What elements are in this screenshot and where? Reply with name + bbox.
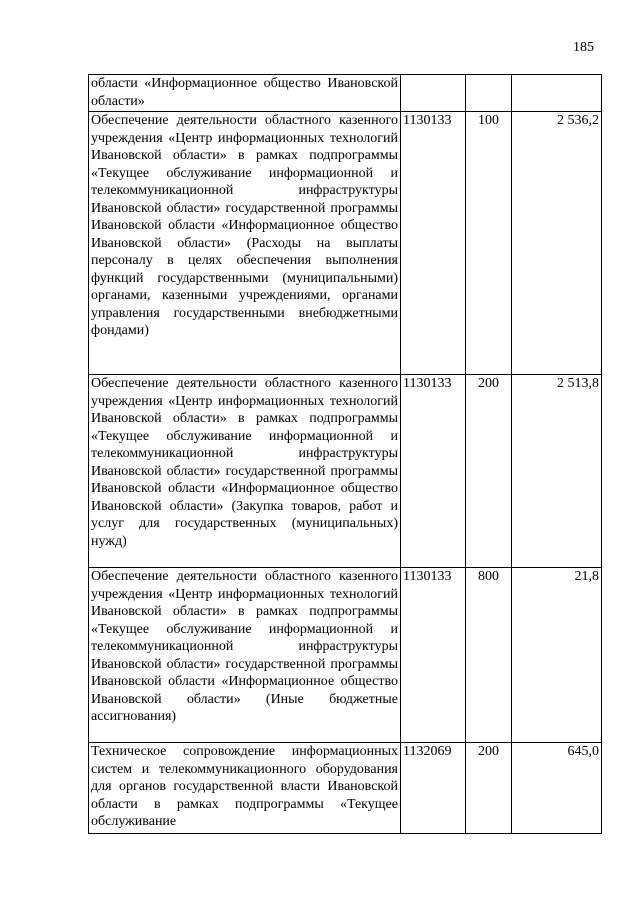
row-description [89, 75, 401, 112]
row-description [89, 112, 401, 375]
table-row [89, 112, 602, 375]
row-description [89, 375, 401, 568]
table-row [89, 375, 602, 568]
table-row [89, 75, 602, 112]
row-amount: 2 536,2 [512, 112, 602, 375]
table-row [89, 743, 602, 834]
row-description-text: Обеспечение деятельности областного казенного учреждения «Центр информационных технологий Ивановской области» в рамках подпрограммы «Текущее обслуживание информационной и телекоммуникационной инфраструктуры Ивановской области» государственной программы Ивановской области «Информационное общество Ивановской области» (Расходы на выплаты персоналу в целях обеспечения выполнения функций государственными (муниципальными) органами, казенными учреждениями, органами управления государственными внебюджетными фондами) [91, 113, 398, 338]
row-description-text: области «Информационное общество Ивановской области» [91, 76, 398, 109]
row-amount [512, 75, 602, 112]
row-description-text: Техническое сопровождение информационных систем и телекоммуникационного оборудования для органов государственной власти Ивановской области в рамках подпрограммы «Текущее обслуживание [91, 744, 398, 829]
row-expense-type: 200 [466, 743, 512, 834]
row-expense-type [466, 75, 512, 112]
table-row [89, 568, 602, 743]
budget-table [88, 74, 602, 834]
row-description [89, 743, 401, 834]
row-target-code: 1130133 [401, 568, 466, 743]
row-expense-type: 200 [466, 375, 512, 568]
row-expense-type: 100 [466, 112, 512, 375]
row-target-code: 1132069 [401, 743, 466, 834]
row-description-text: Обеспечение деятельности областного казенного учреждения «Центр информационных технологий Ивановской области» в рамках подпрограммы «Текущее обслуживание информационной и телекоммуникационной инфраструктуры Ивановской области» государственной программы Ивановской области «Информационное общество Ивановской области» (Иные бюджетные ассигнования) [91, 569, 398, 724]
row-target-code [401, 75, 466, 112]
row-description-text: Обеспечение деятельности областного казенного учреждения «Центр информационных технологий Ивановской области» в рамках подпрограммы «Текущее обслуживание информационной и телекоммуникационной инфраструктуры Ивановской области» государственной программы Ивановской области «Информационное общество Ивановской области» (Закупка товаров, работ и услуг для государственных (муниципальных) нужд) [91, 376, 398, 549]
row-amount: 2 513,8 [512, 375, 602, 568]
row-amount: 21,8 [512, 568, 602, 743]
row-description [89, 568, 401, 743]
row-target-code: 1130133 [401, 375, 466, 568]
row-expense-type: 800 [466, 568, 512, 743]
row-target-code: 1130133 [401, 112, 466, 375]
page-number: 185 [573, 40, 594, 55]
row-amount: 645,0 [512, 743, 602, 834]
